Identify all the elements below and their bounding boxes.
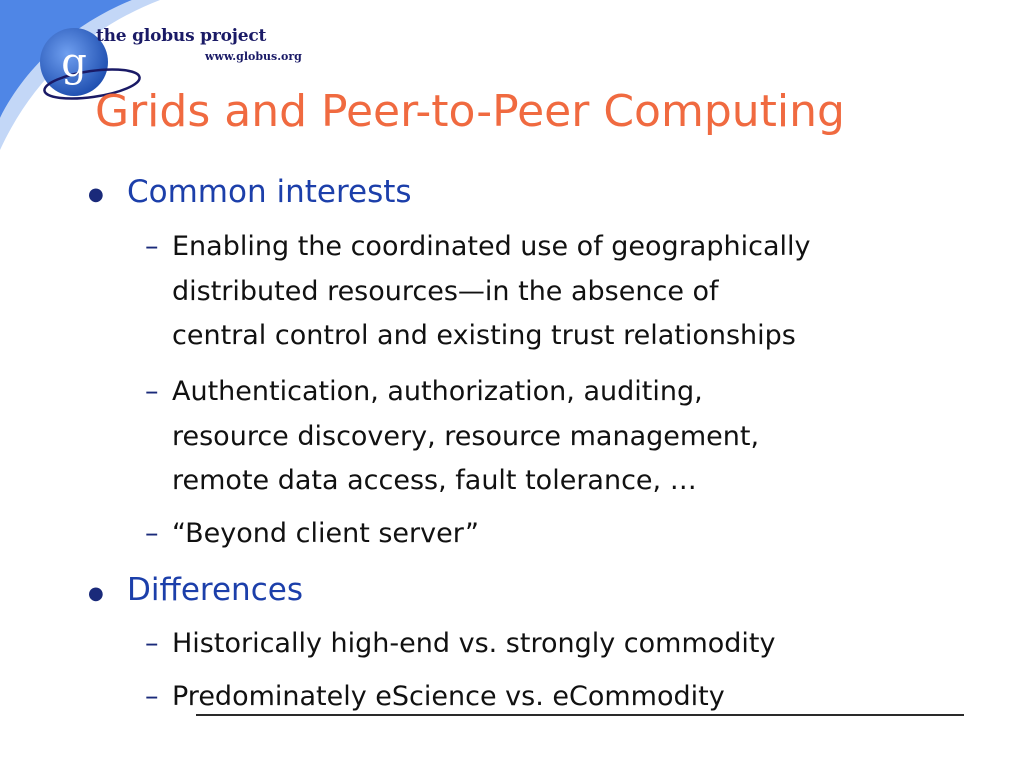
dash-icon: – — [145, 231, 159, 262]
sub-bullet-predominately — [172, 675, 992, 720]
dash-icon: – — [145, 681, 159, 712]
sub-bullet-line: central control and existing trust relationships — [172, 320, 796, 351]
sub-bullet-enabling — [172, 225, 992, 359]
sub-bullet-line: distributed resources—in the absence of — [172, 275, 719, 307]
sub-bullet-line: Historically high-end vs. strongly commodity — [172, 628, 776, 659]
sub-bullet-line: resource discovery, resource management, — [172, 420, 760, 452]
sub-bullet-line: Enabling the coordinated use of geographically — [172, 231, 811, 262]
footer-rule — [196, 714, 964, 716]
bullet-common-interests: Common interests — [127, 174, 412, 210]
sub-bullet-beyond-client-server — [172, 512, 992, 557]
bullet-dot-icon: ● — [88, 184, 104, 205]
sub-bullet-line: Predominately eScience vs. eCommodity — [172, 681, 725, 712]
dash-icon: – — [145, 628, 159, 659]
bullet-dot-icon: ● — [88, 583, 104, 604]
sub-bullet-line: remote data access, fault tolerance, … — [172, 465, 697, 496]
logo-url: www.globus.org — [205, 50, 302, 63]
dash-icon: – — [145, 518, 159, 549]
logo-mark-letter: g — [61, 40, 87, 86]
logo-name: the globus project — [96, 26, 267, 46]
dash-icon: – — [145, 376, 159, 407]
sub-bullet-historically — [172, 622, 992, 667]
sub-bullet-line: “Beyond client server” — [172, 518, 479, 549]
sub-bullet-line: Authentication, authorization, auditing, — [172, 376, 703, 407]
bullet-differences: Differences — [127, 572, 303, 608]
slide-title: Grids and Peer-to-Peer Computing — [95, 86, 845, 137]
sub-bullet-authentication — [172, 370, 992, 504]
